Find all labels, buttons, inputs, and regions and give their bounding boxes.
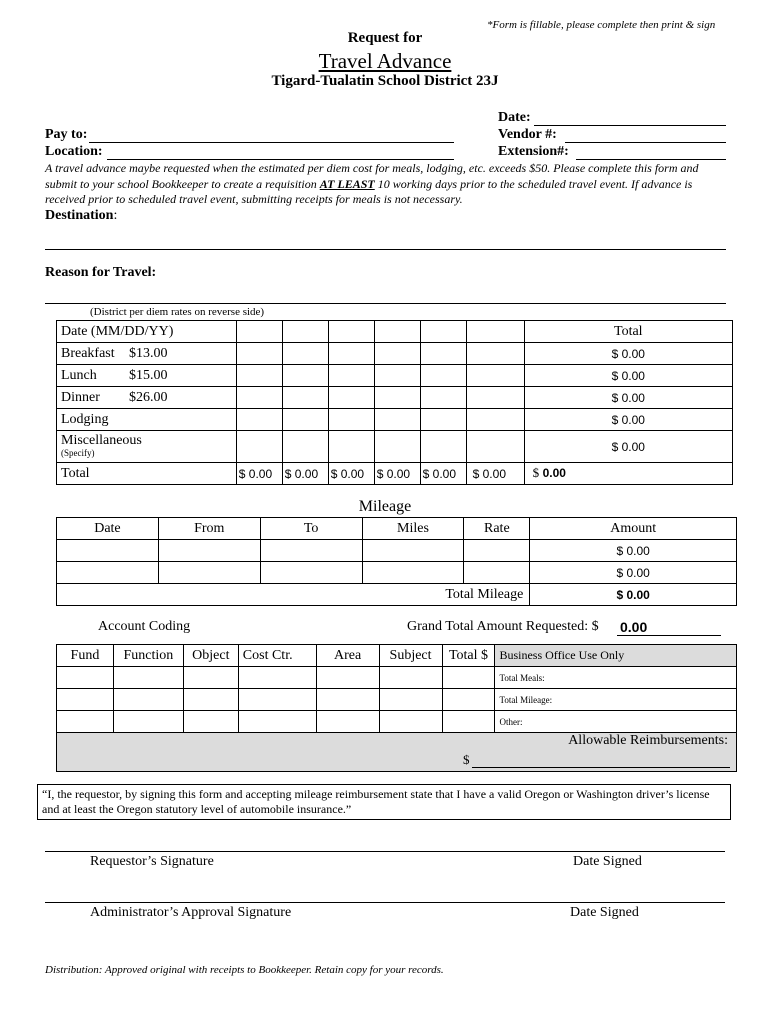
account-cell[interactable]: [238, 711, 316, 733]
dinner-label: Dinner: [61, 389, 100, 405]
amount-cell[interactable]: [374, 365, 420, 387]
per-diem-note: (District per diem rates on reverse side): [90, 306, 265, 318]
mileage-cell[interactable]: [260, 540, 362, 562]
grand-total-field[interactable]: [617, 619, 721, 636]
date-cell[interactable]: [466, 321, 524, 343]
reason-label: Reason for Travel:: [45, 265, 157, 280]
mileage-miles-header: Miles: [362, 518, 464, 540]
dinner-rate: $26.00: [129, 389, 168, 405]
account-coding-table: [56, 644, 737, 772]
mileage-table: [56, 517, 737, 606]
amount-cell[interactable]: [374, 387, 420, 409]
allowable-cell: [57, 733, 737, 772]
mileage-to-header: To: [260, 518, 362, 540]
date-cell[interactable]: [420, 321, 466, 343]
mileage-cell[interactable]: [362, 540, 464, 562]
mileage-amount-header: Amount: [530, 518, 737, 540]
total-dollar-header: Total $: [442, 645, 495, 667]
amount-cell[interactable]: [374, 343, 420, 365]
mileage-cell[interactable]: [158, 562, 260, 584]
location-label: Location:: [45, 144, 103, 159]
administrator-signature-line[interactable]: [45, 902, 725, 903]
instructions-text-1: A travel advance maybe requested when the estimated per diem cost for meals, lodging, etc. exceeds $50. Please complete this form and submit to your school Bookkeeper to create a requisition: [45, 161, 699, 191]
destination-field[interactable]: [45, 226, 726, 250]
certification-box: “I, the requestor, by signing this form and accepting mileage reimbursement state that I have a valid Oregon or Washington driver’s license and at least the Oregon statutory level of automobile insurance.”: [37, 784, 731, 820]
other-label: Other:: [495, 711, 737, 733]
breakfast-rate: $13.00: [129, 345, 168, 361]
lunch-row: [57, 365, 733, 387]
misc-row: [57, 431, 733, 463]
account-cell[interactable]: [442, 711, 495, 733]
mileage-title: Mileage: [358, 498, 412, 515]
grand-total-label: Grand Total Amount Requested: $: [407, 619, 599, 634]
mileage-date-header: Date: [57, 518, 159, 540]
amount-cell[interactable]: [466, 387, 524, 409]
requestor-signature-label: Requestor’s Signature: [90, 854, 214, 869]
request-for-heading: Request for: [347, 30, 423, 46]
dinner-row: [57, 387, 733, 409]
distribution-note: Distribution: Approved original with receipts to Bookkeeper. Retain copy for your records.: [45, 964, 444, 976]
destination-colon: :: [113, 208, 118, 223]
date-cell[interactable]: [282, 321, 328, 343]
account-cell[interactable]: [238, 689, 316, 711]
date-cell[interactable]: [328, 321, 374, 343]
amount-cell[interactable]: [374, 409, 420, 431]
allowable-dollar: $: [463, 752, 470, 767]
lunch-label: Lunch: [61, 367, 97, 383]
instructions-paragraph: [45, 161, 729, 208]
account-cell[interactable]: [57, 711, 114, 733]
per-diem-grand-total-cell: [524, 463, 732, 485]
vendor-field[interactable]: [565, 127, 726, 143]
amount-cell[interactable]: [328, 387, 374, 409]
account-cell[interactable]: [113, 689, 183, 711]
total-mileage-label: Total Mileage: [57, 584, 530, 606]
mileage-cell[interactable]: [57, 540, 159, 562]
amount-cell[interactable]: [328, 365, 374, 387]
amount-cell[interactable]: [282, 343, 328, 365]
date-cell[interactable]: [236, 321, 282, 343]
mileage-from-header: From: [158, 518, 260, 540]
amount-cell[interactable]: [374, 431, 420, 463]
mileage-row: [57, 562, 737, 584]
breakfast-label: Breakfast: [61, 345, 115, 361]
lodging-label: Lodging: [57, 409, 237, 431]
total-mileage-office-label: Total Mileage:: [495, 689, 737, 711]
amount-cell[interactable]: [420, 343, 466, 365]
mileage-cell[interactable]: [362, 562, 464, 584]
date-signed-label-2: Date Signed: [570, 905, 639, 920]
column-total: $ 0.00: [282, 463, 328, 485]
breakfast-row: [57, 343, 733, 365]
date-field[interactable]: [534, 110, 726, 126]
account-cell[interactable]: [183, 667, 238, 689]
amount-cell[interactable]: [236, 365, 282, 387]
mileage-cell[interactable]: [464, 540, 530, 562]
amount-cell[interactable]: [236, 343, 282, 365]
vendor-label: Vendor #:: [498, 127, 557, 142]
cost-center-header: Cost Ctr.: [238, 645, 316, 667]
fillable-note: *Form is fillable, please complete then print & sign: [487, 19, 716, 31]
total-header: Total: [524, 321, 732, 343]
district-name: Tigard-Tualatin School District 23J: [271, 73, 499, 89]
account-cell[interactable]: [113, 667, 183, 689]
dinner-total: $ 0.00: [524, 387, 732, 409]
total-mileage-value: $ 0.00: [530, 584, 737, 606]
misc-specify: (Specify): [61, 447, 95, 458]
allowable-label: Allowable Reimbursements:: [568, 733, 728, 748]
date-cell[interactable]: [374, 321, 420, 343]
amount-cell[interactable]: [466, 343, 524, 365]
account-cell[interactable]: [442, 667, 495, 689]
allowable-field[interactable]: [472, 752, 730, 768]
subject-header: Subject: [379, 645, 442, 667]
date-header: Date (MM/DD/YY): [57, 321, 237, 343]
account-cell[interactable]: [316, 667, 379, 689]
per-diem-dollar-sign: $: [532, 465, 540, 480]
column-total: $ 0.00: [374, 463, 420, 485]
account-cell[interactable]: [57, 667, 114, 689]
per-diem-table: [56, 320, 733, 485]
mileage-cell[interactable]: [57, 562, 159, 584]
grand-total-value: 0.00: [620, 619, 648, 635]
allowable-row: [57, 733, 737, 772]
misc-total: $ 0.00: [524, 431, 732, 463]
destination-label: Destination: [45, 208, 114, 223]
account-cell[interactable]: [238, 667, 316, 689]
mileage-amount: $ 0.00: [530, 562, 737, 584]
lunch-label-cell: [57, 365, 237, 387]
amount-cell[interactable]: [328, 343, 374, 365]
account-row: [57, 711, 737, 733]
amount-cell[interactable]: [420, 365, 466, 387]
account-cell[interactable]: [183, 711, 238, 733]
account-cell[interactable]: [379, 667, 442, 689]
lodging-total: $ 0.00: [524, 409, 732, 431]
mileage-cell[interactable]: [158, 540, 260, 562]
account-row: [57, 667, 737, 689]
instructions-emphasis: AT LEAST: [319, 176, 375, 191]
administrator-signature-label: Administrator’s Approval Signature: [90, 905, 292, 920]
area-header: Area: [316, 645, 379, 667]
pay-to-field[interactable]: [89, 127, 454, 143]
amount-cell[interactable]: [328, 409, 374, 431]
total-meals-label: Total Meals:: [495, 667, 737, 689]
account-cell[interactable]: [379, 711, 442, 733]
mileage-rate-header: Rate: [464, 518, 530, 540]
amount-cell[interactable]: [236, 431, 282, 463]
function-header: Function: [113, 645, 183, 667]
amount-cell[interactable]: [236, 409, 282, 431]
mileage-amount: $ 0.00: [530, 540, 737, 562]
account-header-row: [57, 645, 737, 667]
per-diem-total-row: [57, 463, 733, 485]
amount-cell[interactable]: [420, 387, 466, 409]
account-cell[interactable]: [57, 689, 114, 711]
amount-cell[interactable]: [282, 409, 328, 431]
amount-cell[interactable]: [420, 409, 466, 431]
date-label: Date:: [498, 110, 531, 125]
amount-cell[interactable]: [328, 431, 374, 463]
mileage-header-row: [57, 518, 737, 540]
account-cell[interactable]: [442, 689, 495, 711]
requestor-signature-line[interactable]: [45, 851, 725, 852]
object-header: Object: [183, 645, 238, 667]
account-row: [57, 689, 737, 711]
location-field[interactable]: [107, 144, 454, 160]
destination-label-wrap: [45, 208, 117, 224]
amount-cell[interactable]: [282, 387, 328, 409]
mileage-cell[interactable]: [464, 562, 530, 584]
account-cell[interactable]: [113, 711, 183, 733]
amount-cell[interactable]: [282, 431, 328, 463]
amount-cell[interactable]: [466, 365, 524, 387]
fund-header: Fund: [57, 645, 114, 667]
account-cell[interactable]: [316, 689, 379, 711]
amount-cell[interactable]: [282, 365, 328, 387]
per-diem-header-row: [57, 321, 733, 343]
misc-label: Miscellaneous: [61, 432, 142, 448]
pay-to-label: Pay to:: [45, 127, 88, 142]
account-cell[interactable]: [183, 689, 238, 711]
date-signed-label-1: Date Signed: [573, 854, 642, 869]
form-title: Travel Advance: [318, 49, 452, 73]
breakfast-total: $ 0.00: [524, 343, 732, 365]
account-cell[interactable]: [316, 711, 379, 733]
lunch-total: $ 0.00: [524, 365, 732, 387]
amount-cell[interactable]: [236, 387, 282, 409]
lodging-row: [57, 409, 733, 431]
column-total: $ 0.00: [236, 463, 282, 485]
column-total: $ 0.00: [466, 463, 524, 485]
account-cell[interactable]: [379, 689, 442, 711]
amount-cell[interactable]: [420, 431, 466, 463]
instructions-text-2: 10 working days prior to the scheduled travel event. If advance is received prior to scheduled travel event, submitting receipts for meals is not necessary.: [45, 176, 693, 206]
mileage-row: [57, 540, 737, 562]
total-label: Total: [57, 463, 237, 485]
column-total: $ 0.00: [328, 463, 374, 485]
account-coding-label: Account Coding: [98, 619, 191, 634]
per-diem-grand-total: 0.00: [542, 466, 566, 480]
reason-field[interactable]: [45, 283, 726, 304]
mileage-cell[interactable]: [260, 562, 362, 584]
breakfast-label-cell: [57, 343, 237, 365]
misc-label-cell: [57, 431, 237, 463]
amount-cell[interactable]: [466, 409, 524, 431]
lunch-rate: $15.00: [129, 367, 168, 383]
mileage-total-row: [57, 584, 737, 606]
extension-field[interactable]: [576, 144, 726, 160]
column-total: $ 0.00: [420, 463, 466, 485]
amount-cell[interactable]: [466, 431, 524, 463]
business-office-header: Business Office Use Only: [495, 645, 737, 667]
extension-label: Extension#:: [498, 144, 569, 159]
dinner-label-cell: [57, 387, 237, 409]
